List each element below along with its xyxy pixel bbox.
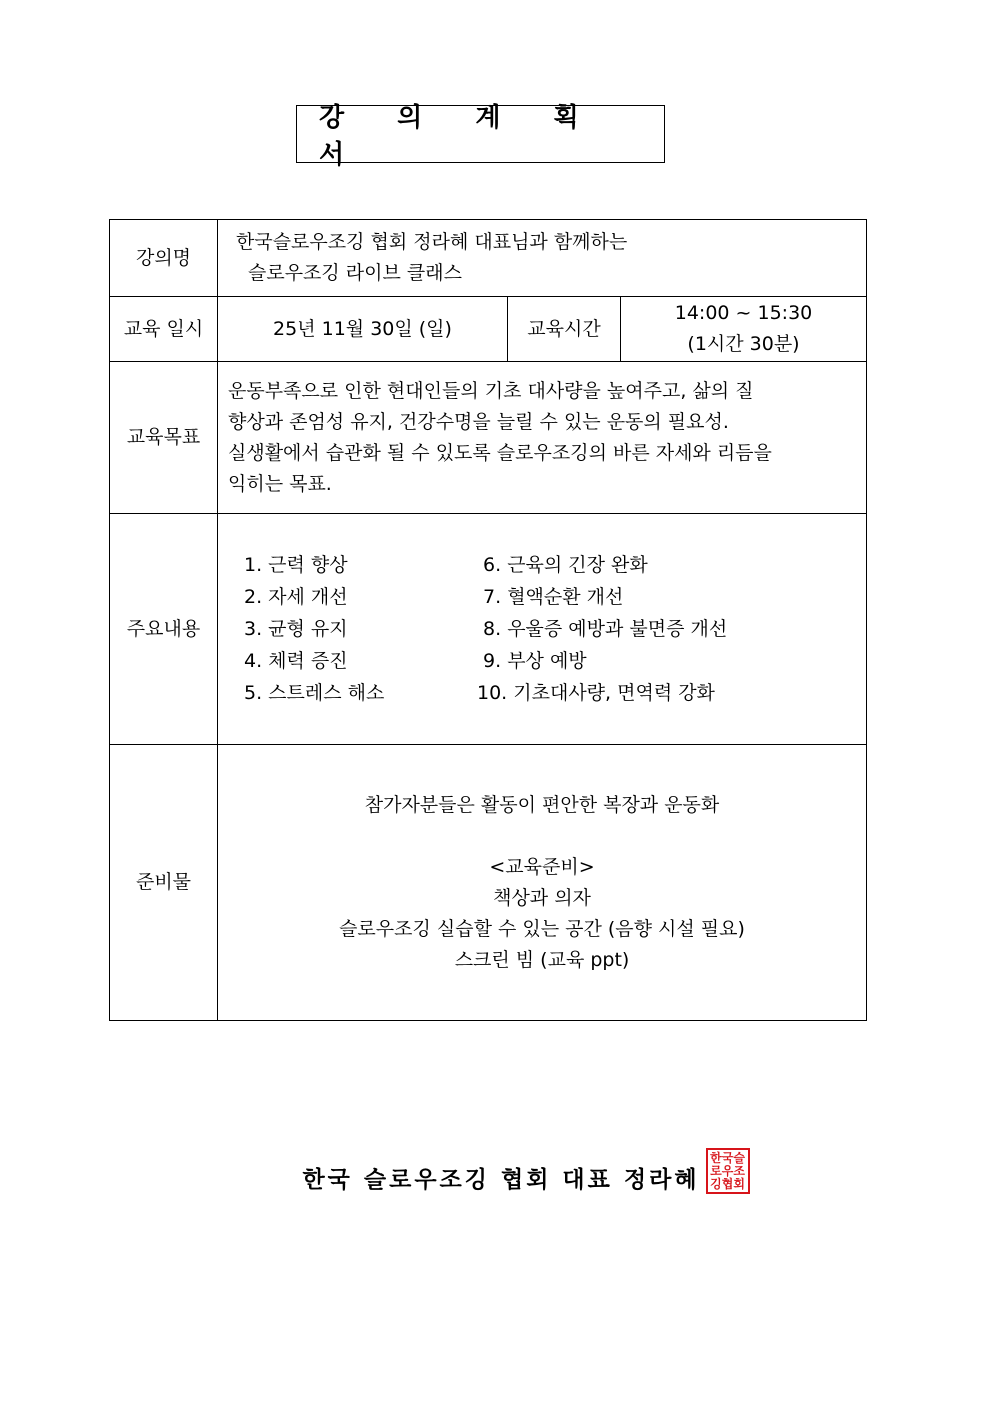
time-value [621,297,867,362]
row-prep [110,745,867,1021]
goal-line-3: 실생활에서 습관화 될 수 있도록 슬로우조깅의 바른 자세와 리듬을 [228,441,772,464]
lecture-plan-table [109,219,867,1021]
goal-line-2: 향상과 존엄성 유지, 건강수명을 늘릴 수 있는 운동의 필요성. [228,410,729,433]
content-list [244,550,865,709]
edu-prep-item-3: 스크린 빔 (교육 ppt) [454,948,630,971]
goal-line-4: 익히는 목표. [228,472,332,495]
content-item-3: 3. 균형 유지 [244,617,348,640]
association-seal-stamp [706,1148,750,1194]
signature-text: 한국 슬로우조깅 협회 대표 정라혜 [302,1166,700,1193]
content-item-5: 5. 스트레스 해소 [244,681,385,704]
content-item-10: 10. 기초대사량, 면역력 강화 [477,681,715,704]
course-name-line-2: 슬로우조깅 라이브 클래스 [248,262,462,284]
seal-line-1: 한국슬 [710,1150,745,1165]
participant-note: 참가자분들은 활동이 편안한 복장과 운동화 [364,793,720,816]
time-duration: (1시간 30분) [687,333,800,355]
row-course-name [110,220,867,297]
date-value: 25년 11월 30일 (일) [218,297,508,362]
prep-value [218,745,867,1021]
course-name-value [218,220,867,297]
edu-prep-item-1: 책상과 의자 [493,886,591,909]
time-label: 교육시간 [508,297,621,362]
goal-value [218,362,867,514]
row-content [110,514,867,745]
goal-label: 교육목표 [110,362,218,514]
date-label: 교육 일시 [110,297,218,362]
row-schedule [110,297,867,362]
document-title: 강 의 계 획 서 [296,105,665,163]
signature-block [0,1150,992,1194]
content-item-6: 6. 근육의 긴장 완화 [477,553,648,576]
edu-prep-item-2: 슬로우조깅 실습할 수 있는 공간 (음향 시설 필요) [339,917,745,940]
content-item-2: 2. 자세 개선 [244,585,348,608]
course-name-line-1: 한국슬로우조깅 협회 정라혜 대표님과 함께하는 [236,231,628,253]
content-item-4: 4. 체력 증진 [244,649,348,672]
goal-line-1: 운동부족으로 인한 현대인들의 기초 대사량을 높여주고, 삶의 질 [228,379,754,402]
row-goal [110,362,867,514]
content-label: 주요내용 [110,514,218,745]
seal-line-3: 깅협회 [710,1176,745,1191]
time-range: 14:00 ~ 15:30 [674,302,813,324]
edu-prep-header: <교육준비> [489,855,595,878]
seal-line-2: 로우조 [710,1163,745,1178]
content-item-8: 8. 우울증 예방과 불면증 개선 [477,617,728,640]
content-item-9: 9. 부상 예방 [477,649,587,672]
content-value [218,514,867,745]
content-item-7: 7. 혈액순환 개선 [477,585,624,608]
content-item-1: 1. 근력 향상 [244,553,348,576]
prep-label: 준비물 [110,745,218,1021]
course-name-label: 강의명 [110,220,218,297]
